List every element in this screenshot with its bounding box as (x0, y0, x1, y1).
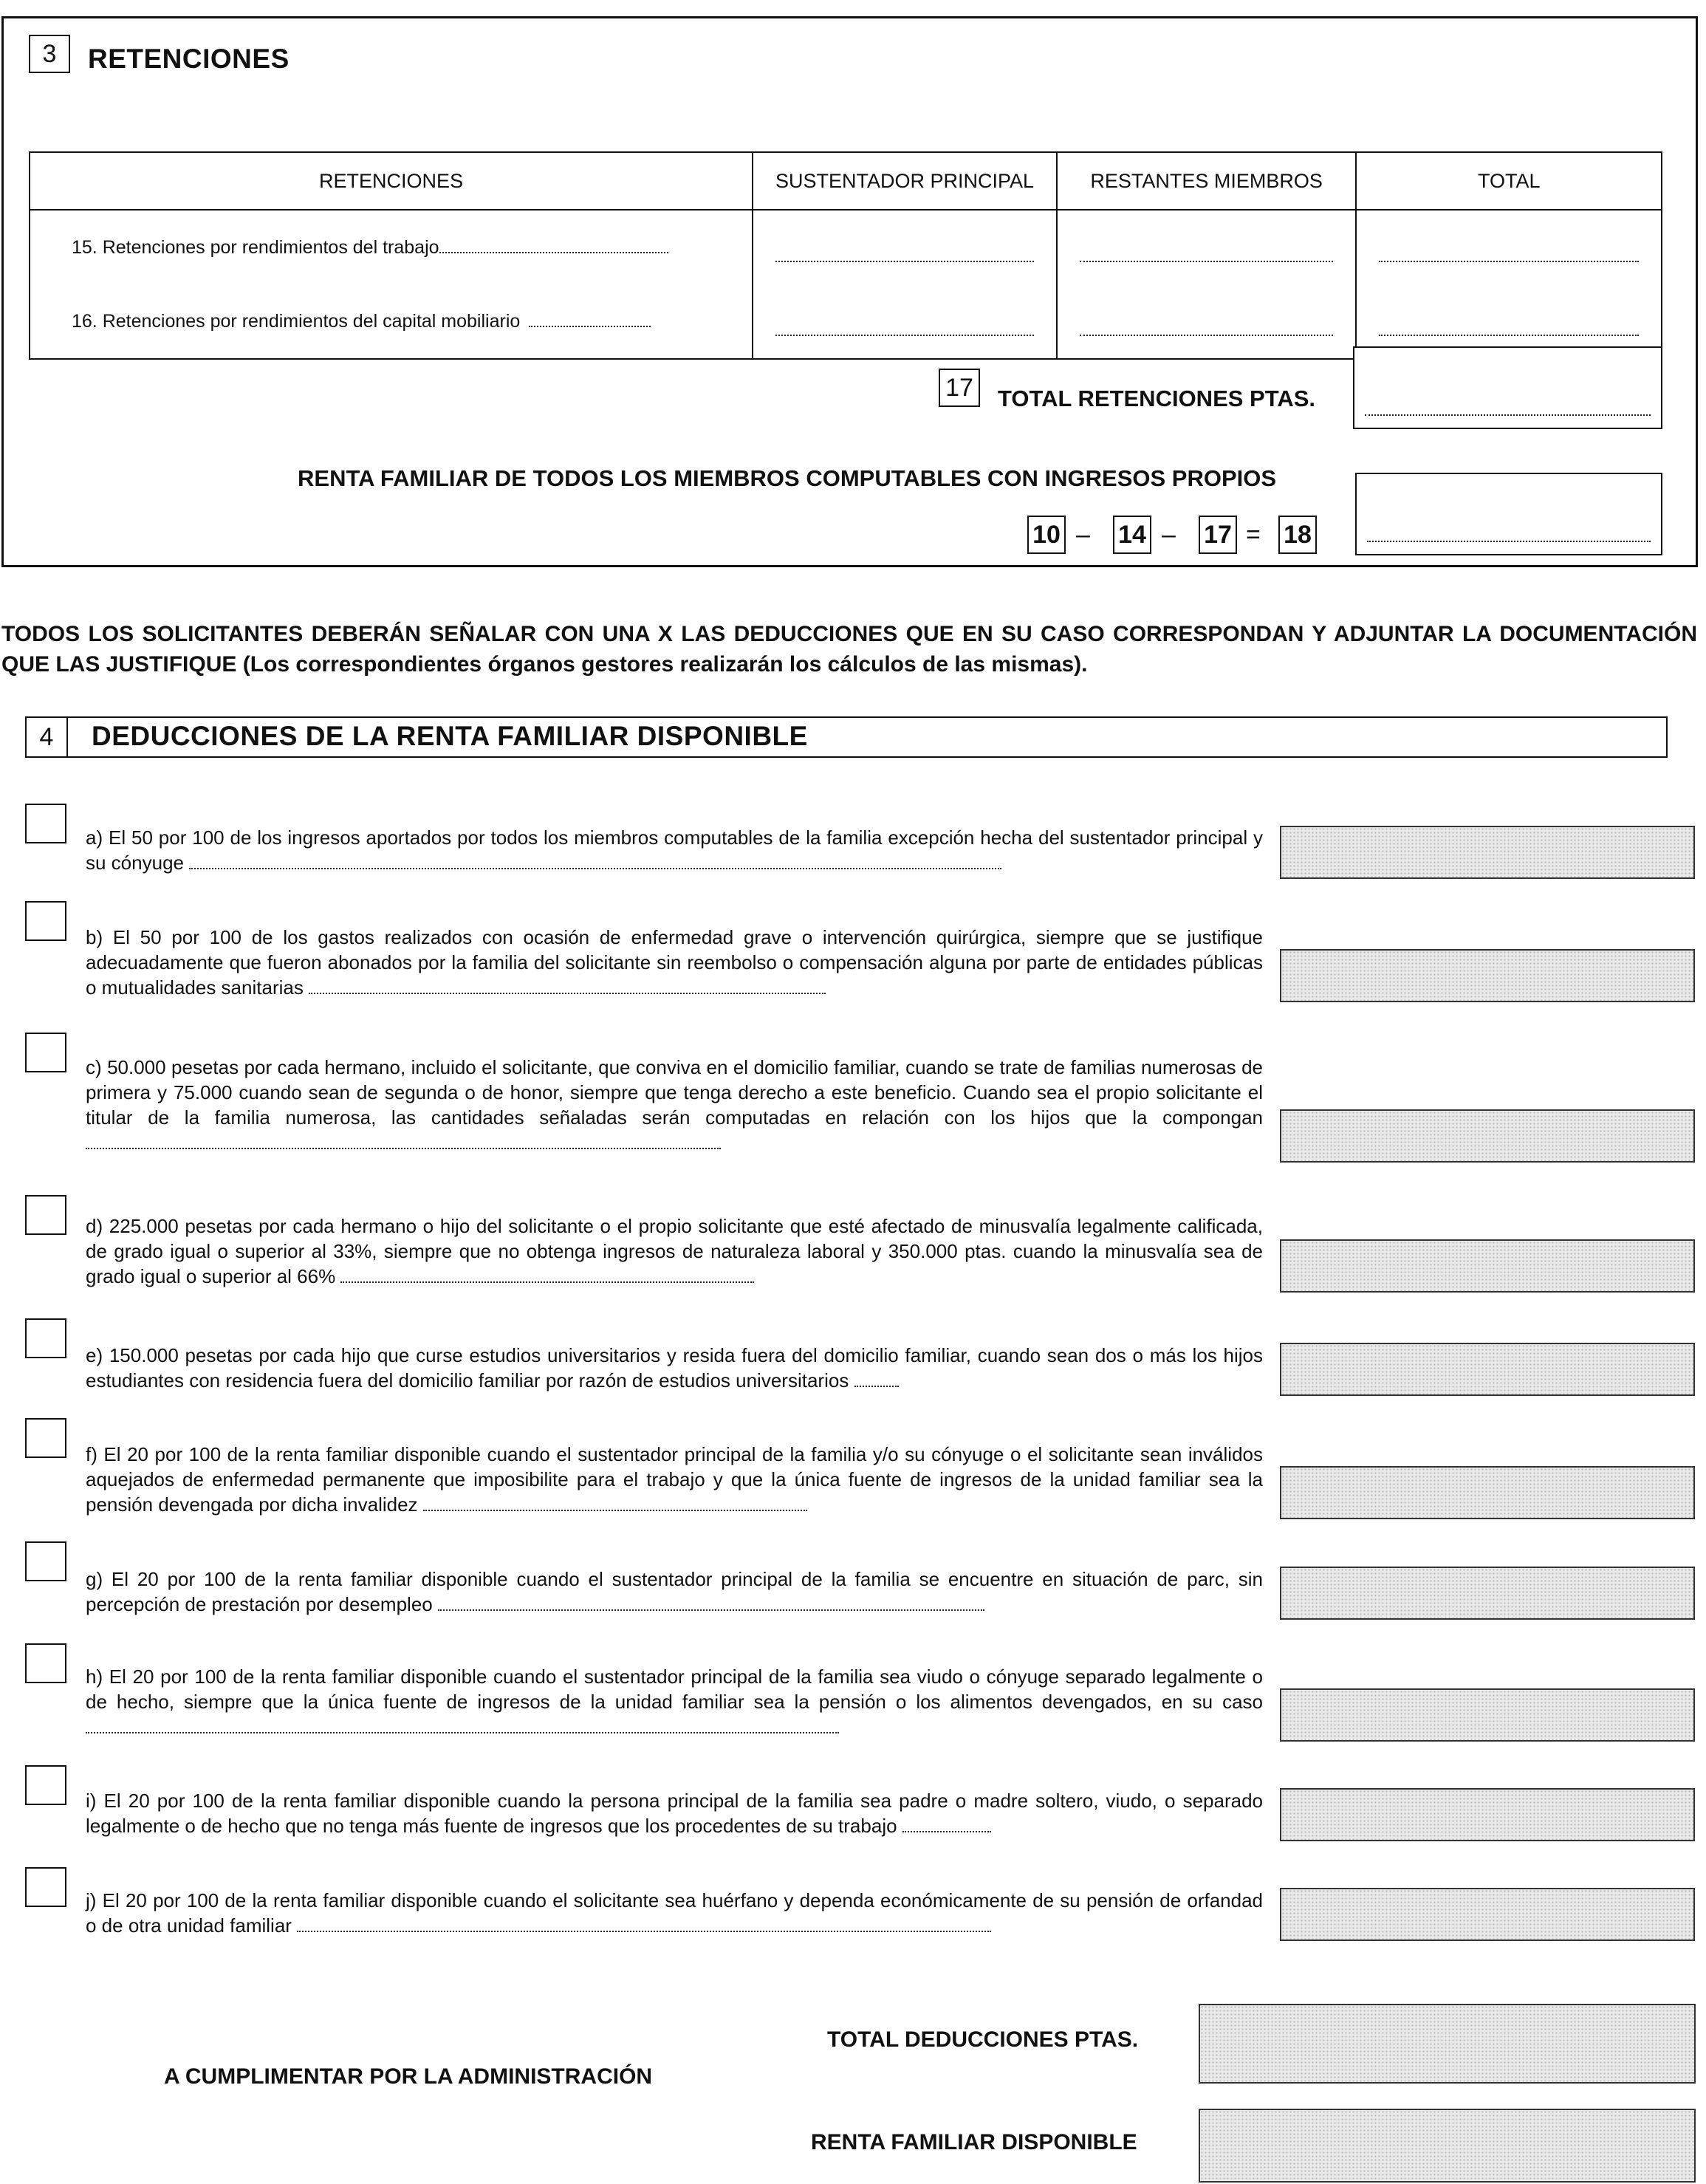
total-deducciones-label: TOTAL DEDUCCIONES PTAS. (827, 2027, 1139, 2052)
formula-equals: = (1246, 521, 1261, 549)
checkbox-deduction-f[interactable] (25, 1418, 66, 1458)
deduction-h: h) El 20 por 100 de la renta familiar disponible cuando el sustentador principal de la familia sea viudo o cónyuge separado legalmente o de hecho, siempre que la única fuente de ingresos de la unidad familiar sea la pensión o los alimentos devengados, en su caso (86, 1664, 1263, 1739)
dot-leader (775, 335, 1034, 336)
table-row (30, 210, 1662, 284)
deduction-a: a) El 50 por 100 de los ingresos aportados por todos los miembros computables de la familia excepción hecha del sustentador principal y su cónyuge (86, 826, 1263, 874)
deduction-f-amount (1280, 1466, 1695, 1519)
row-label: 15. Retenciones por rendimientos del trabajo (72, 236, 439, 258)
row-label: 16. Retenciones por rendimientos del capital mobiliario (72, 310, 521, 332)
row-label-cell (30, 210, 753, 284)
renta-disponible-amount (1199, 2109, 1696, 2183)
section-3-retenciones (1, 16, 1698, 567)
deduction-g: g) El 20 por 100 de la renta familiar disponible cuando el sustentador principal de la familia se encuentre en situación de parc, sin percepción de prestación por desempleo (86, 1568, 1263, 1615)
section-number-badge: 3 (29, 35, 70, 73)
instructions-note: (Los correspondientes órganos gestores realizarán los cálculos de las mismas). (242, 652, 1088, 677)
instructions-bold: TODOS LOS SOLICITANTES DEBERÁN SEÑALAR CON UNA X LAS DEDUCCIONES QUE EN SU CASO CORRESPONDAN Y ADJUNTAR LA DOCUMENTACIÓN QUE LAS JUSTIFIQUE (1, 622, 1697, 677)
deduction-b-amount (1280, 949, 1695, 1002)
box-number-17: 17 (939, 369, 980, 407)
formula-minus: – (1076, 521, 1090, 549)
deduction-c: c) 50.000 pesetas por cada hermano, incluido el solicitante, que conviva en el domicilio familiar, cuando se trate de familias numerosas de primera y 75.000 cuando sean de segunda o de honor, siempre que tenga derecho a este beneficio. Cuando sea el propio solicitante el titular de la familia numerosa, las cantidades señaladas serán computadas en relación con los hijos que la compongan (86, 1055, 1263, 1155)
column-header: TOTAL (1356, 152, 1662, 210)
checkbox-deduction-b[interactable] (25, 901, 66, 941)
column-header: RETENCIONES (30, 152, 753, 210)
row-label-cell (30, 284, 753, 359)
restantes-15-field[interactable] (1057, 210, 1357, 284)
formula-box-18: 18 (1278, 516, 1317, 554)
deduction-e-amount (1280, 1343, 1695, 1396)
formula-box-17: 17 (1199, 516, 1237, 554)
column-header: RESTANTES MIEMBROS (1057, 152, 1357, 210)
dot-leader (1367, 541, 1651, 542)
formula-minus: – (1162, 521, 1176, 549)
deduction-a-amount (1280, 826, 1695, 879)
section-title: DEDUCCIONES DE LA RENTA FAMILIAR DISPONIBLE (92, 721, 808, 751)
checkbox-deduction-i[interactable] (25, 1765, 66, 1805)
checkbox-deduction-j[interactable] (25, 1867, 66, 1907)
formula-box-10: 10 (1027, 516, 1066, 554)
dot-leader (1379, 335, 1639, 336)
deduction-g-amount (1280, 1567, 1695, 1620)
total-deducciones-amount (1199, 2004, 1696, 2084)
admin-label: A CUMPLIMENTAR POR LA ADMINISTRACIÓN (164, 2064, 653, 2089)
column-header: SUSTENTADOR PRINCIPAL (753, 152, 1057, 210)
retenciones-table (29, 151, 1662, 360)
dot-leader (775, 261, 1034, 262)
checkbox-deduction-e[interactable] (25, 1318, 66, 1358)
deduction-j-amount (1280, 1888, 1695, 1941)
dot-leader (529, 323, 651, 327)
renta-familiar-label: RENTA FAMILIAR DE TODOS LOS MIEMBROS COMPUTABLES CON INGRESOS PROPIOS (298, 465, 1277, 491)
deduction-i: i) El 20 por 100 de la renta familiar disponible cuando la persona principal de la familia sea padre o madre soltero, viudo, o separado legalmente o de hecho que no tenga más fuente de ingresos que los procedentes de su trabajo (86, 1790, 1263, 1837)
deduction-h-amount (1280, 1688, 1695, 1742)
checkbox-deduction-d[interactable] (25, 1195, 66, 1235)
deduction-c-amount (1280, 1109, 1695, 1163)
deduction-j: j) El 20 por 100 de la renta familiar disponible cuando el solicitante sea huérfano y dependa económicamente de su pensión de orfandad o de otra unidad familiar (86, 1889, 1263, 1937)
restantes-16-field[interactable] (1057, 284, 1357, 359)
dot-leader (1365, 414, 1651, 416)
total-retenciones-field[interactable] (1353, 346, 1662, 429)
total-retenciones-label: TOTAL RETENCIONES PTAS. (998, 386, 1316, 411)
formula-box-14: 14 (1113, 516, 1151, 554)
deduction-d-amount (1280, 1239, 1695, 1293)
table-header-row (30, 152, 1662, 210)
dot-leader (1379, 261, 1639, 262)
checkbox-deduction-h[interactable] (25, 1643, 66, 1683)
dot-leader (439, 249, 668, 253)
section-title: RETENCIONES (88, 44, 290, 74)
checkbox-deduction-g[interactable] (25, 1541, 66, 1581)
deduction-f: f) El 20 por 100 de la renta familiar disponible cuando el sustentador principal de la familia y/o su cónyuge o el solicitante sean inválidos aquejados de enfermedad permanente que imposibilite para el trabajo y que la única fuente de ingresos de la unidad familiar sea la pensión devengada por dicha invalidez (86, 1443, 1263, 1516)
dot-leader (1080, 261, 1334, 262)
deduction-b: b) El 50 por 100 de los gastos realizados con ocasión de enfermedad grave o intervención quirúrgica, siempre que se justifique adecuadamente que fueron abonados por la familia del solicitante sin reembolso o compensación alguna por parte de entidades públicas o mutualidades sanitarias (86, 926, 1263, 999)
instructions-text (1, 619, 1697, 679)
deduction-e: e) 150.000 pesetas por cada hijo que curse estudios universitarios y resida fuera del domicilio familiar, cuando sean dos o más los hijos estudiantes con residencia fuera del domicilio familiar por razón de estudios universitarios (86, 1344, 1263, 1391)
checkbox-deduction-a[interactable] (25, 804, 66, 843)
deduction-d: d) 225.000 pesetas por cada hermano o hijo del solicitante o el propio solicitante que esté afectado de minusvalía legalmente calificada, de grado igual o superior al 33%, siempre que no obtenga ingresos de naturaleza laboral y 350.000 ptas. cuando la minusvalía sea de grado igual o superior al 66% (86, 1215, 1263, 1287)
checkbox-deduction-c[interactable] (25, 1033, 66, 1072)
renta-disponible-label: RENTA FAMILIAR DISPONIBLE (811, 2130, 1137, 2154)
sustentador-15-field[interactable] (753, 210, 1057, 284)
sustentador-16-field[interactable] (753, 284, 1057, 359)
deduction-i-amount (1280, 1788, 1695, 1841)
renta-familiar-field[interactable] (1355, 473, 1662, 555)
section-number-badge: 4 (25, 716, 68, 758)
total-15-field[interactable] (1356, 210, 1662, 284)
dot-leader (1080, 335, 1334, 336)
